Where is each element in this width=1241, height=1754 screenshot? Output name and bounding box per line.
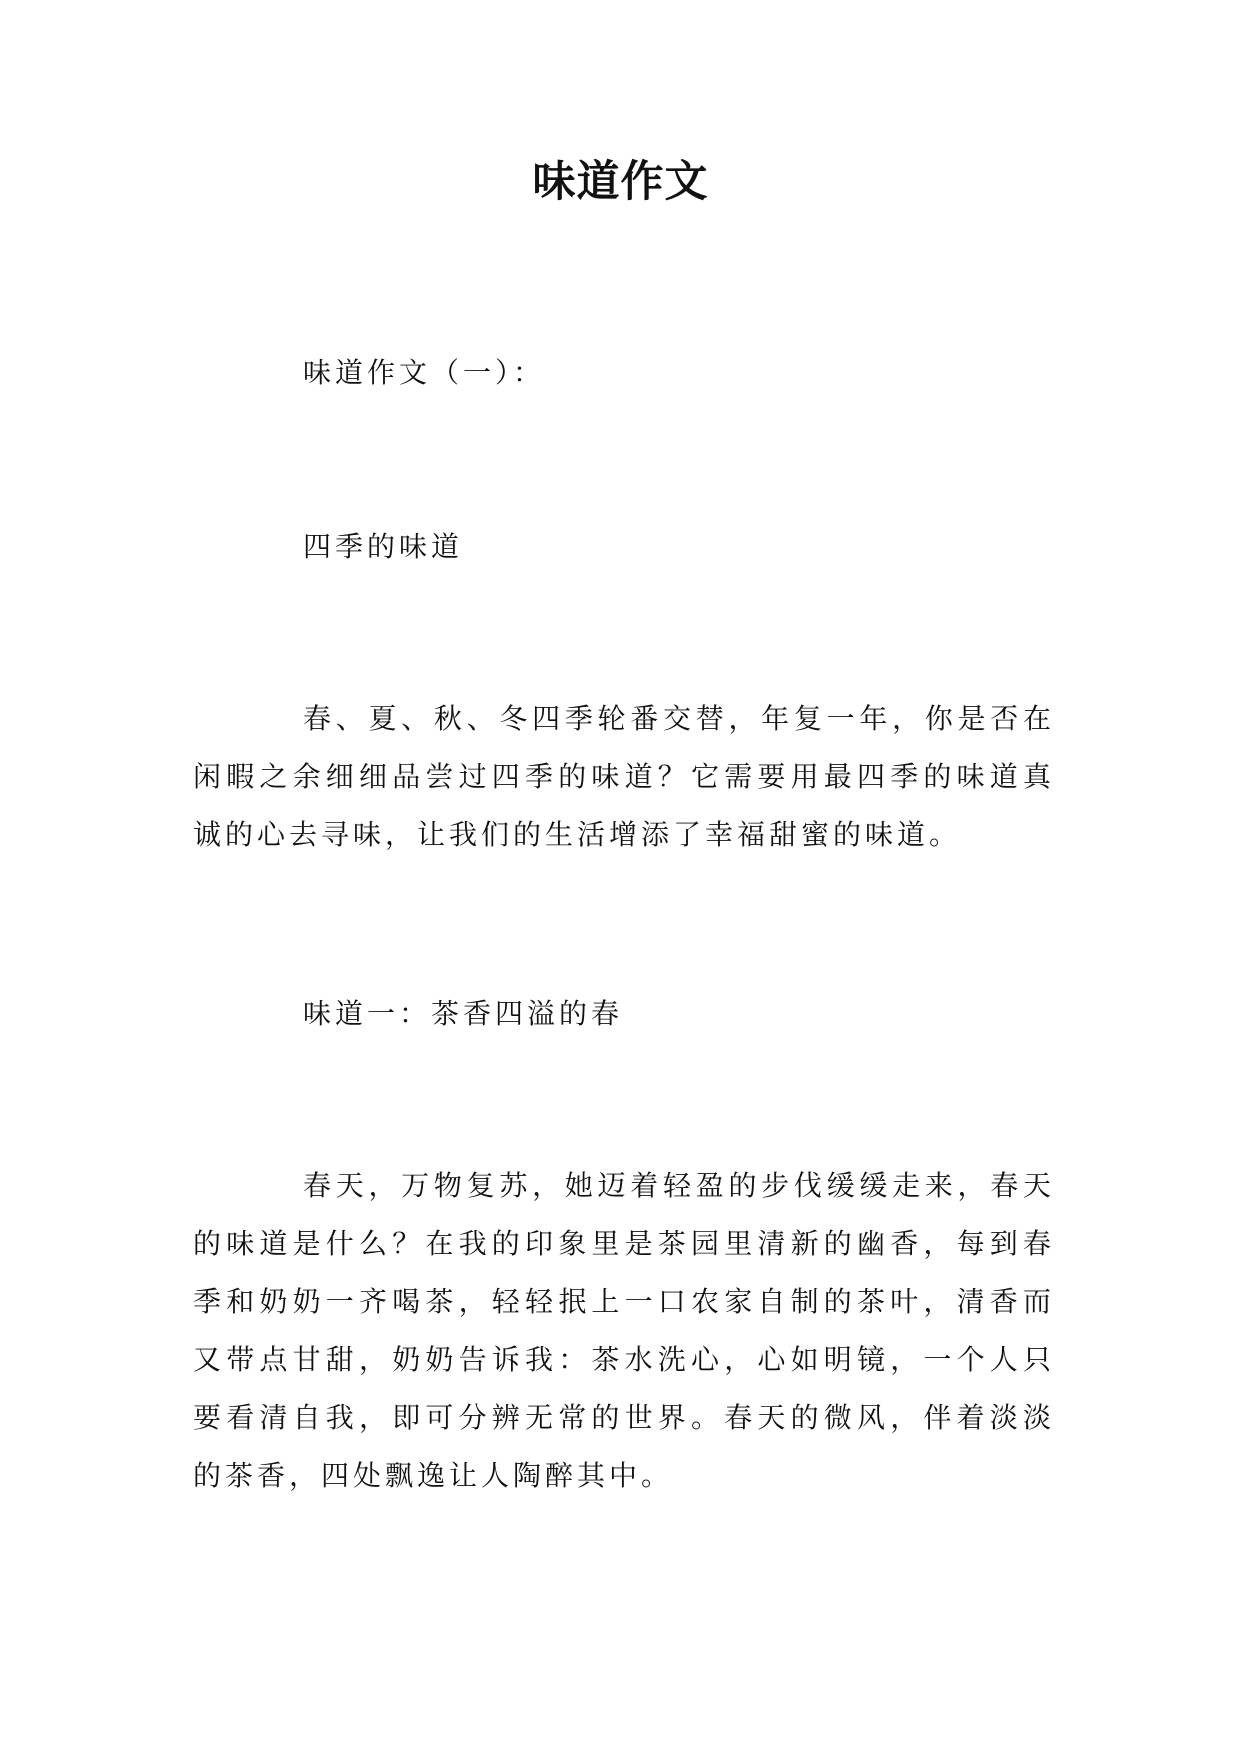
essay-title: 四季的味道 [303,530,464,563]
subheading-spring: 味道一：茶香四溢的春 [303,997,624,1030]
spring-paragraph: 春天，万物复苏，她迈着轻盈的步伐缓缓走来，春天的味道是什么？在我的印象里是茶园里清新的幽香，每到春季和奶奶一齐喝茶，轻轻抿上一口农家自制的茶叶，清香而又带点甘甜，奶奶告诉我：茶水洗心，心如明镜，一个人只要看清自我，即可分辨无常的世界。春天的微风，伴着淡淡的茶香，四处飘逸让人陶醉其中。 [193,1169,1055,1492]
document-title: 味道作文 [532,157,709,207]
section-label: 味道作文（一）： [303,356,546,389]
intro-paragraph: 春、夏、秋、冬四季轮番交替，年复一年，你是否在闲暇之余细细品尝过四季的味道？它需要用最四季的味道真诚的心去寻味，让我们的生活增添了幸福甜蜜的味道。 [193,702,1055,851]
